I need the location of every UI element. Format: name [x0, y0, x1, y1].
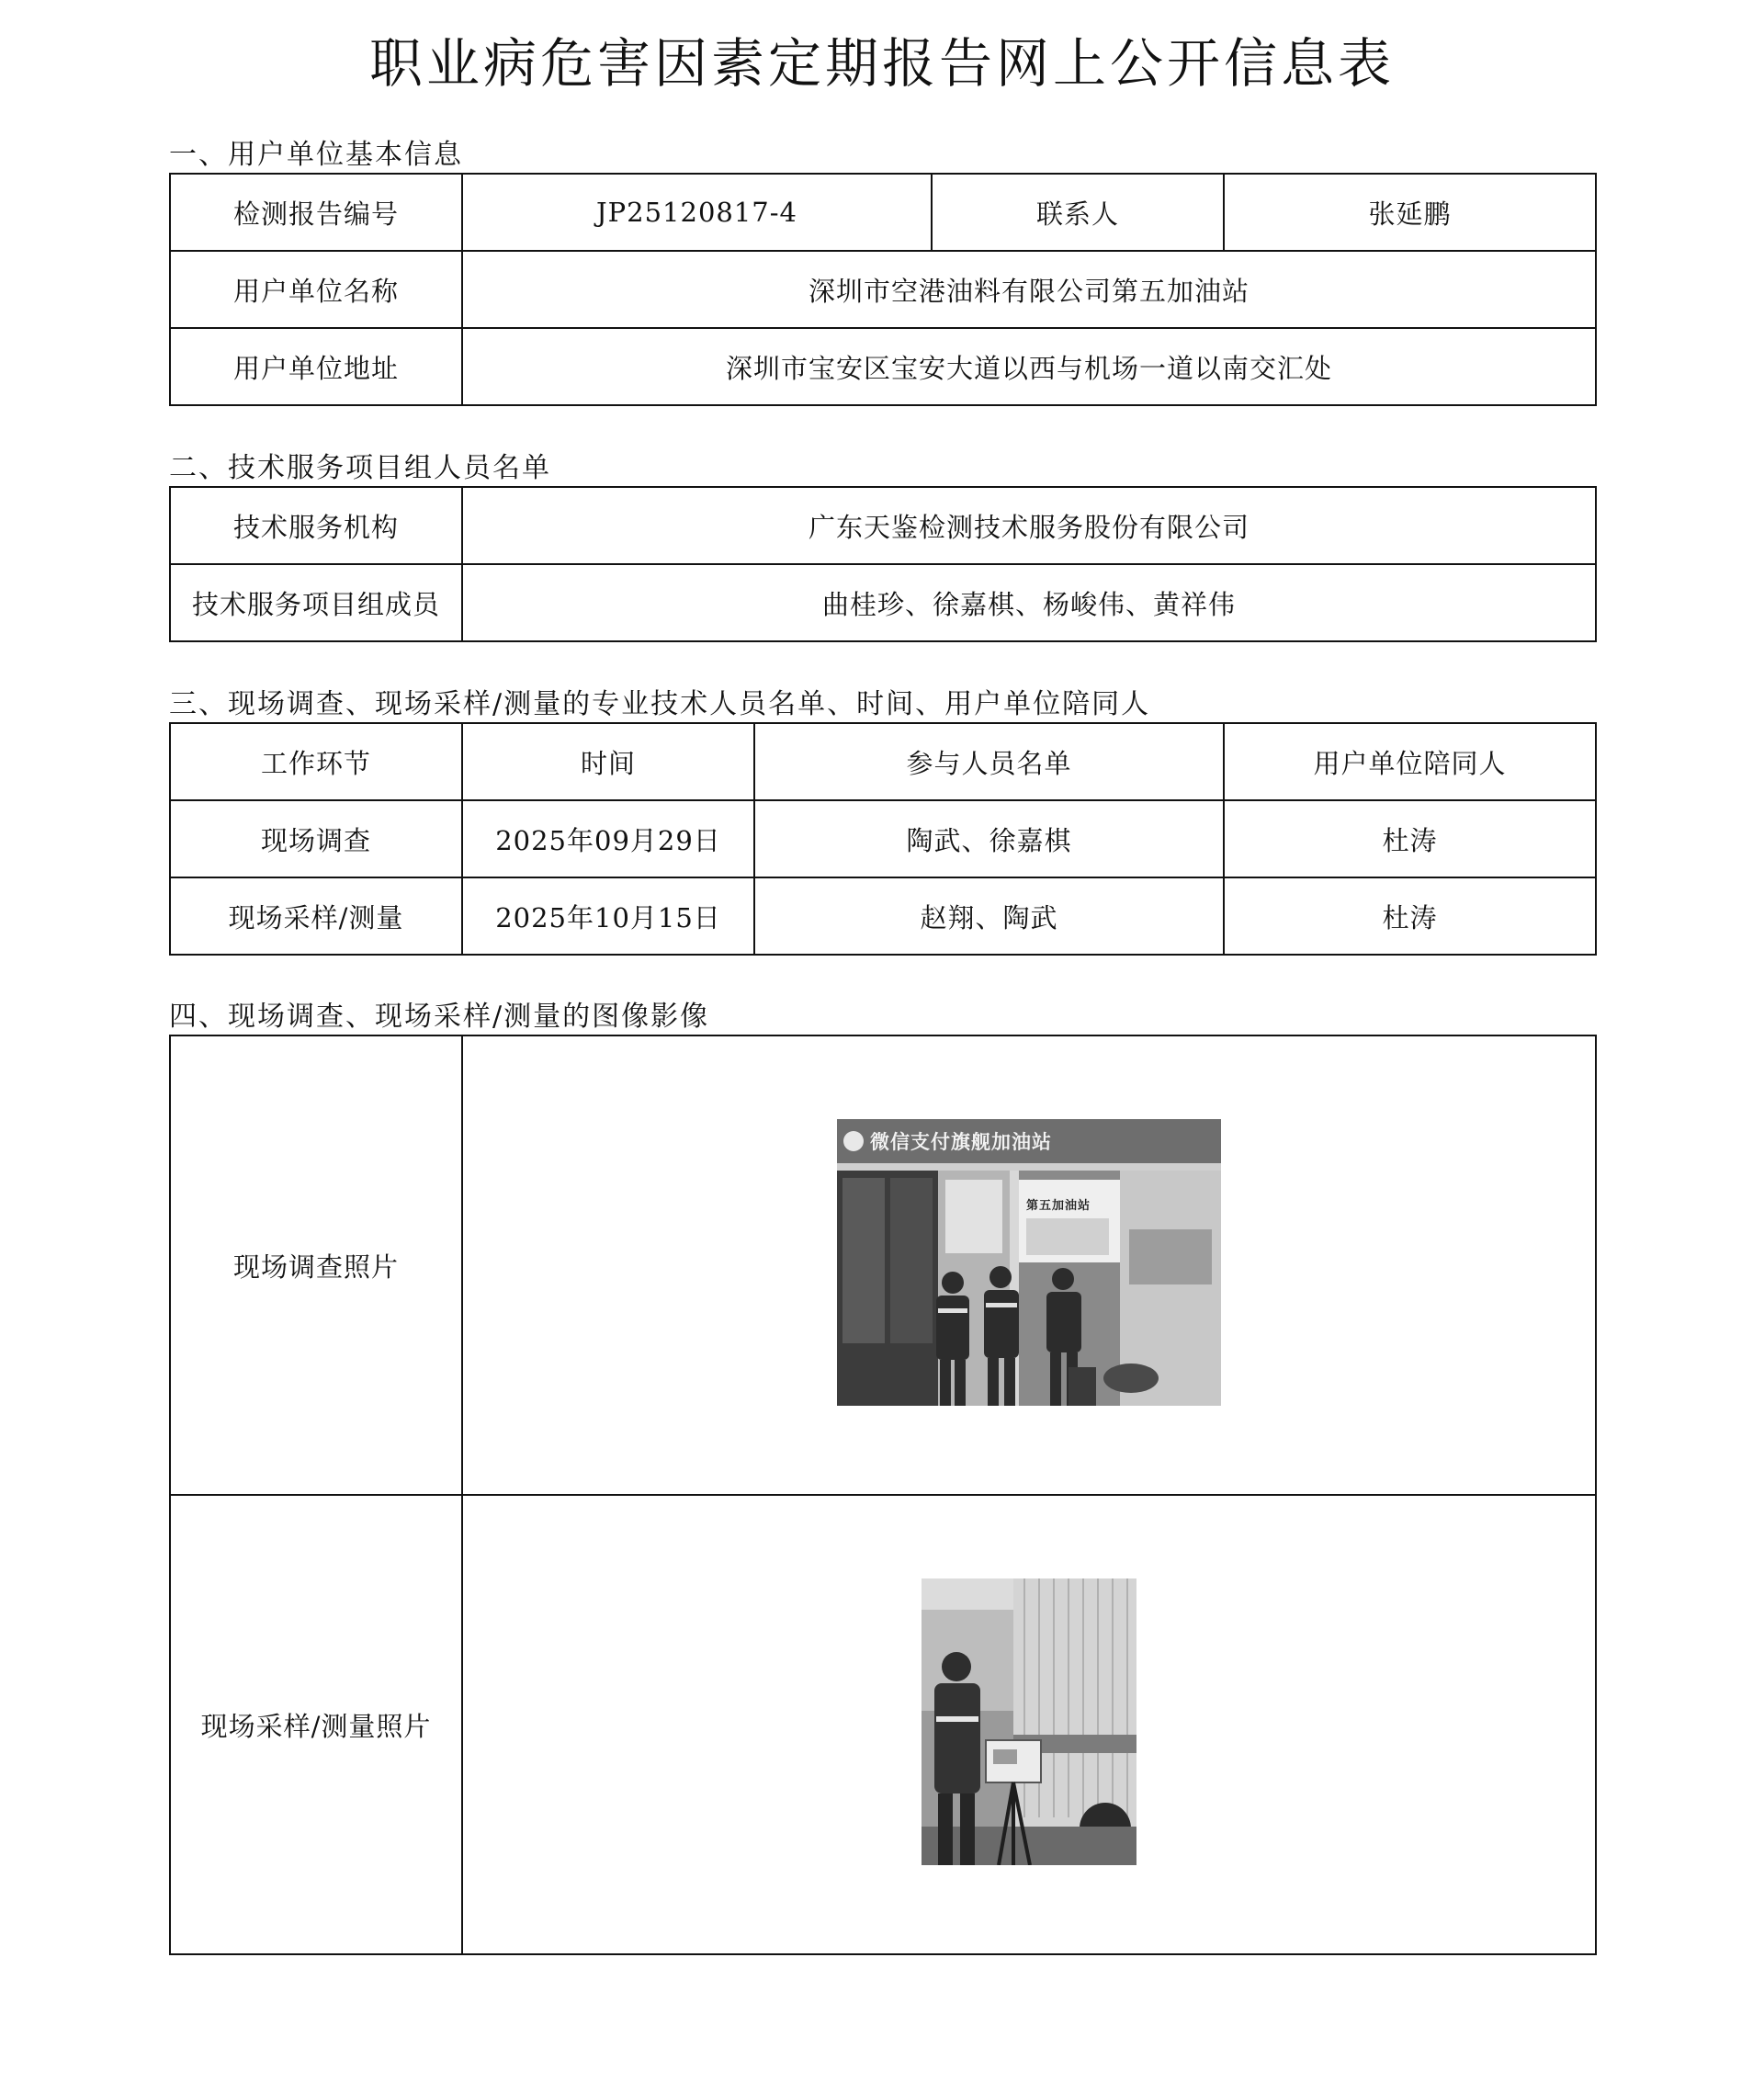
- table-cell: 杜涛: [1224, 800, 1596, 877]
- table-row: [170, 800, 1596, 877]
- survey-photo-station: 第五加油站: [1026, 1198, 1091, 1213]
- org-label: 技术服务机构: [170, 487, 462, 564]
- table-row: [170, 877, 1596, 955]
- survey-photo: [837, 1119, 1221, 1406]
- contact-value: 张延鹏: [1224, 174, 1596, 251]
- table-cell: 杜涛: [1224, 877, 1596, 955]
- members-label: 技术服务项目组成员: [170, 564, 462, 641]
- survey-photo-label: 现场调查照片: [170, 1035, 462, 1495]
- photo-table: [169, 1035, 1597, 1955]
- table-row: [170, 251, 1596, 328]
- org-value: 广东天鉴检测技术服务股份有限公司: [462, 487, 1596, 564]
- sampling-photo-image: [922, 1578, 1136, 1865]
- section1-heading: 一、用户单位基本信息: [169, 139, 463, 171]
- section3-heading: 三、现场调查、现场采样/测量的专业技术人员名单、时间、用户单位陪同人: [169, 688, 1151, 720]
- table-cell: 赵翔、陶武: [754, 877, 1224, 955]
- sampling-photo-label: 现场采样/测量照片: [170, 1495, 462, 1954]
- unit-name-value: 深圳市空港油料有限公司第五加油站: [462, 251, 1596, 328]
- table-cell: 现场调查: [170, 800, 462, 877]
- survey-photo-cell: [462, 1035, 1596, 1495]
- column-header: 时间: [462, 723, 754, 800]
- table-row: [170, 1495, 1596, 1954]
- unit-address-label: 用户单位地址: [170, 328, 462, 405]
- table-row: [170, 174, 1596, 251]
- personnel-table: [169, 722, 1597, 956]
- section2-heading: 二、技术服务项目组人员名单: [169, 452, 551, 484]
- column-header: 用户单位陪同人: [1224, 723, 1596, 800]
- survey-photo-sign: 微信支付旗舰加油站: [870, 1130, 1052, 1153]
- unit-address-value: 深圳市宝安区宝安大道以西与机场一道以南交汇处: [462, 328, 1596, 405]
- tech-service-table: [169, 486, 1597, 642]
- unit-name-label: 用户单位名称: [170, 251, 462, 328]
- members-value: 曲桂珍、徐嘉棋、杨峻伟、黄祥伟: [462, 564, 1596, 641]
- table-row: [170, 328, 1596, 405]
- page-title: 职业病危害因素定期报告网上公开信息表: [368, 32, 1395, 95]
- table-cell: 2025年09月29日: [462, 800, 754, 877]
- unit-info-table: [169, 173, 1597, 406]
- report-no-label: 检测报告编号: [170, 174, 462, 251]
- table-cell: 现场采样/测量: [170, 877, 462, 955]
- table-cell: 陶武、徐嘉棋: [754, 800, 1224, 877]
- survey-photo-image: [837, 1119, 1221, 1406]
- column-header: 工作环节: [170, 723, 462, 800]
- table-row: [170, 1035, 1596, 1495]
- table-cell: 2025年10月15日: [462, 877, 754, 955]
- table-header-row: [170, 723, 1596, 800]
- section4-heading: 四、现场调查、现场采样/测量的图像影像: [169, 1001, 710, 1033]
- sampling-photo-cell: [462, 1495, 1596, 1954]
- table-row: [170, 564, 1596, 641]
- contact-label: 联系人: [932, 174, 1224, 251]
- report-no-value: JP25120817-4: [462, 174, 932, 251]
- sampling-photo: [922, 1578, 1136, 1865]
- column-header: 参与人员名单: [754, 723, 1224, 800]
- table-row: [170, 487, 1596, 564]
